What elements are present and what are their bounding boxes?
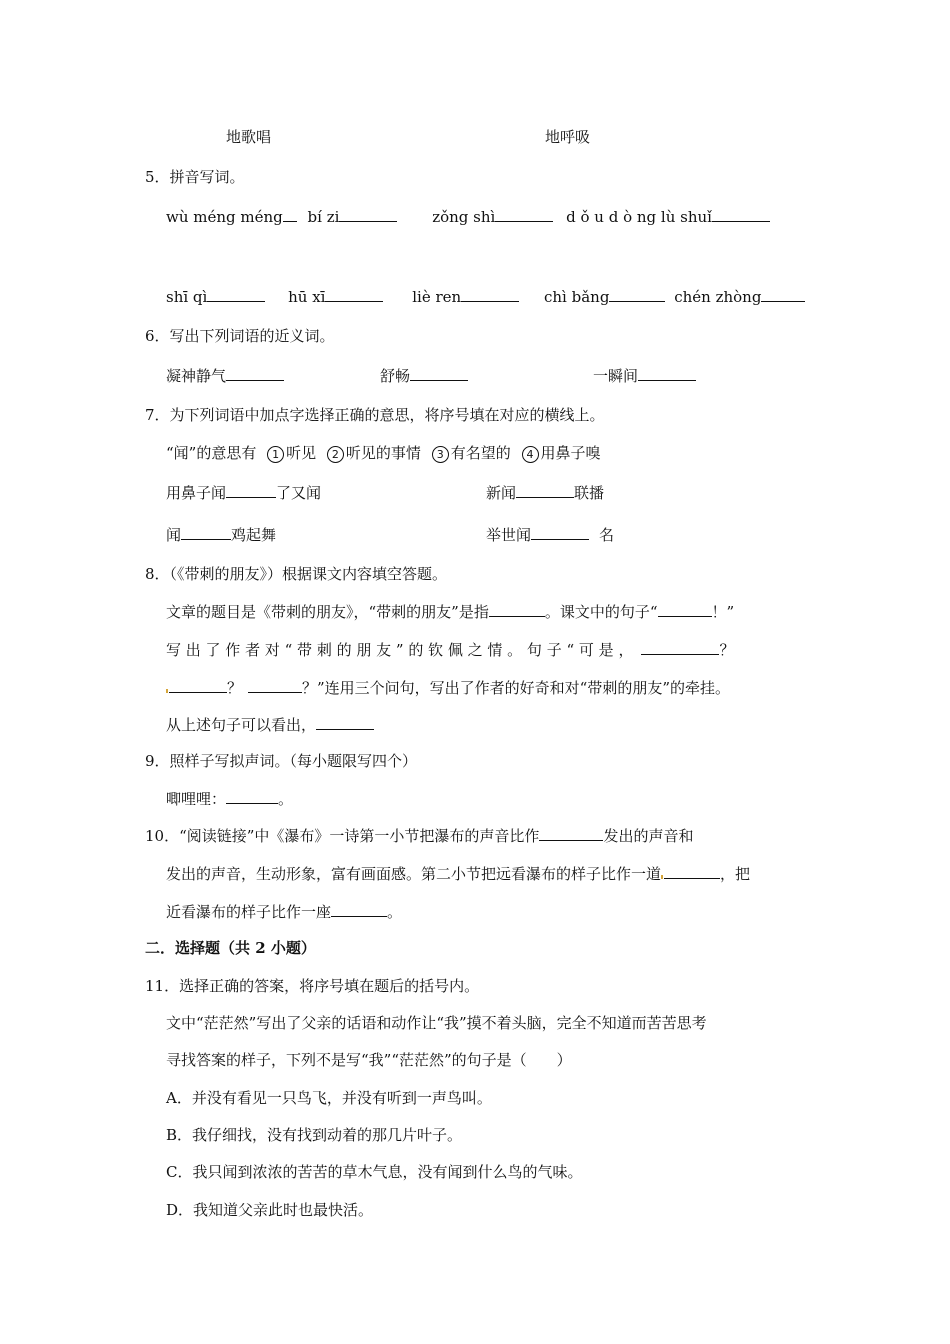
q11-title: 11．选择正确的答案，将序号填在题后的括号内。 bbox=[145, 977, 480, 995]
pinyin: liè ren bbox=[412, 288, 462, 306]
q10-line-1 bbox=[145, 826, 693, 846]
answer-blank[interactable] bbox=[207, 287, 265, 302]
q10-line-3 bbox=[166, 902, 402, 922]
circled-number: 1 bbox=[267, 446, 284, 463]
q7-item-3 bbox=[166, 525, 276, 545]
item-text: 新闻 bbox=[486, 484, 517, 502]
pinyin: hū xī bbox=[288, 288, 326, 306]
q7-item-2 bbox=[486, 483, 604, 503]
text: 文章的题目是《带刺的朋友》，“带刺的朋友”是指 bbox=[166, 603, 489, 621]
pinyin: zǒng shì bbox=[432, 208, 496, 226]
text: 10．“阅读链接”中《瀑布》一诗第一小节把瀑布的声音比作 bbox=[145, 827, 540, 845]
q6-item-1 bbox=[166, 366, 284, 386]
q11-option-b[interactable]: B．我仔细找，没有找到动着的那几片叶子。 bbox=[166, 1126, 463, 1144]
answer-blank[interactable] bbox=[226, 483, 276, 498]
text: 。 bbox=[387, 903, 403, 921]
q8-line-1 bbox=[166, 602, 734, 622]
text: ？ bbox=[227, 679, 243, 697]
answer-blank[interactable] bbox=[664, 864, 720, 879]
item-text: 鸡起舞 bbox=[231, 526, 277, 544]
answer-blank[interactable] bbox=[658, 602, 712, 617]
text: 从上述句子可以看出， bbox=[166, 716, 317, 734]
q8-line-2 bbox=[166, 640, 734, 660]
text: ？ bbox=[719, 641, 735, 659]
q7-item-1 bbox=[166, 483, 321, 503]
answer-blank[interactable] bbox=[339, 207, 397, 222]
text: ，把 bbox=[720, 865, 751, 883]
word: 舒畅 bbox=[380, 367, 411, 385]
q8-title: 8．（《带刺的朋友》）根据课文内容填空答题。 bbox=[145, 565, 448, 583]
section-2-title: 二．选择题（共 2 小题） bbox=[145, 939, 316, 957]
item-text: 举世闻 bbox=[486, 526, 532, 544]
meaning-option: 有名望的 bbox=[450, 444, 511, 462]
item-text: 用鼻子闻 bbox=[166, 484, 227, 502]
text: 。课文中的句子“ bbox=[544, 603, 658, 621]
item-text: 名 bbox=[599, 526, 615, 544]
text: 近看瀑布的样子比作一座 bbox=[166, 903, 332, 921]
answer-blank[interactable] bbox=[410, 366, 468, 381]
text: 发出的声音，生动形象，富有画面感。第二小节把远看瀑布的样子比作一道 bbox=[166, 865, 662, 883]
q8-line-4 bbox=[166, 715, 374, 735]
q11-stem-2: 寻找答案的样子，下列不是写“我”“茫茫然”的句子是（ ） bbox=[166, 1051, 572, 1069]
q6-item-3 bbox=[593, 366, 696, 386]
text: 。 bbox=[278, 790, 294, 808]
pinyin: d ǒ u d ò ng lù shuǐ bbox=[566, 208, 712, 226]
q9-title: 9．照样子写拟声词。（每小题限写四个） bbox=[145, 752, 418, 770]
answer-blank[interactable] bbox=[638, 366, 696, 381]
answer-blank[interactable] bbox=[169, 678, 227, 693]
answer-blank[interactable] bbox=[609, 287, 665, 302]
q5-row1 bbox=[166, 207, 770, 227]
q4-word-left: 地歌唱 bbox=[226, 128, 272, 146]
answer-blank[interactable] bbox=[226, 366, 284, 381]
q7-title: 7．为下列词语中加点字选择正确的意思，将序号填在对应的横线上。 bbox=[145, 406, 605, 424]
answer-blank[interactable] bbox=[531, 525, 589, 540]
pinyin: wù méng méng bbox=[166, 208, 283, 226]
q5-row2 bbox=[166, 287, 805, 307]
answer-blank[interactable] bbox=[539, 826, 603, 841]
q6-title: 6．写出下列词语的近义词。 bbox=[145, 327, 335, 345]
circled-number: 2 bbox=[327, 446, 344, 463]
q11-option-a[interactable]: A．并没有看见一只鸟飞，并没有听到一声鸟叫。 bbox=[166, 1089, 492, 1107]
mark-dot bbox=[166, 689, 168, 693]
answer-blank[interactable] bbox=[489, 602, 545, 617]
answer-blank[interactable] bbox=[316, 715, 374, 730]
text: ！” bbox=[711, 603, 735, 621]
q11-option-d[interactable]: D．我知道父亲此时也最快活。 bbox=[166, 1201, 374, 1219]
pinyin: shī qì bbox=[166, 288, 208, 306]
q7-item-4 bbox=[486, 525, 614, 545]
q6-item-2 bbox=[380, 366, 468, 386]
q7-meanings bbox=[166, 443, 601, 463]
item-text: 联播 bbox=[574, 484, 605, 502]
answer-blank[interactable] bbox=[516, 483, 574, 498]
meaning-option: 听见的事情 bbox=[345, 444, 421, 462]
pinyin: bí zi bbox=[307, 208, 340, 226]
meaning-option: 听见 bbox=[286, 444, 317, 462]
q10-line-2 bbox=[166, 864, 750, 884]
meaning-prefix: “闻”的意思有 bbox=[166, 444, 257, 462]
answer-blank[interactable] bbox=[248, 678, 302, 693]
answer-blank[interactable] bbox=[181, 525, 231, 540]
item-text: 了又闻 bbox=[276, 484, 322, 502]
answer-blank[interactable] bbox=[325, 287, 383, 302]
answer-blank[interactable] bbox=[226, 789, 278, 804]
answer-blank[interactable] bbox=[712, 207, 770, 222]
q5-title: 5．拼音写词。 bbox=[145, 168, 245, 186]
text: 写 出 了 作 者 对 “ 带 刺 的 朋 友 ” 的 钦 佩 之 情 。 句 子 “ 可 是 ， bbox=[166, 641, 634, 659]
pinyin: chì bǎng bbox=[543, 288, 610, 306]
word: 凝神静气 bbox=[166, 367, 227, 385]
q11-option-c[interactable]: C．我只闻到浓浓的苦苦的草木气息，没有闻到什么鸟的气味。 bbox=[166, 1163, 583, 1181]
text: ？”连用三个问句，写出了作者的好奇和对“带刺的朋友”的牵挂。 bbox=[302, 679, 731, 697]
meaning-option: 用鼻子嗅 bbox=[540, 444, 601, 462]
mark-dot bbox=[661, 875, 663, 879]
word: 一瞬间 bbox=[593, 367, 639, 385]
text: 发出的声音和 bbox=[603, 827, 694, 845]
circled-number: 4 bbox=[522, 446, 539, 463]
answer-blank[interactable] bbox=[495, 207, 553, 222]
answer-blank[interactable] bbox=[331, 902, 387, 917]
answer-blank[interactable] bbox=[761, 287, 805, 302]
q11-stem-1: 文中“茫茫然”写出了父亲的话语和动作让“我”摸不着头脑，完全不知道而苦苦思考 bbox=[166, 1014, 707, 1032]
q4-word-right: 地呼吸 bbox=[545, 128, 591, 146]
q8-line-3 bbox=[166, 678, 730, 698]
answer-blank[interactable] bbox=[641, 640, 719, 655]
answer-blank[interactable] bbox=[461, 287, 519, 302]
answer-blank[interactable] bbox=[283, 207, 297, 222]
text: 唧哩哩： bbox=[166, 790, 227, 808]
item-text: 闻 bbox=[166, 526, 182, 544]
q9-example bbox=[166, 789, 293, 809]
circled-number: 3 bbox=[432, 446, 449, 463]
pinyin: chén zhòng bbox=[674, 288, 762, 306]
